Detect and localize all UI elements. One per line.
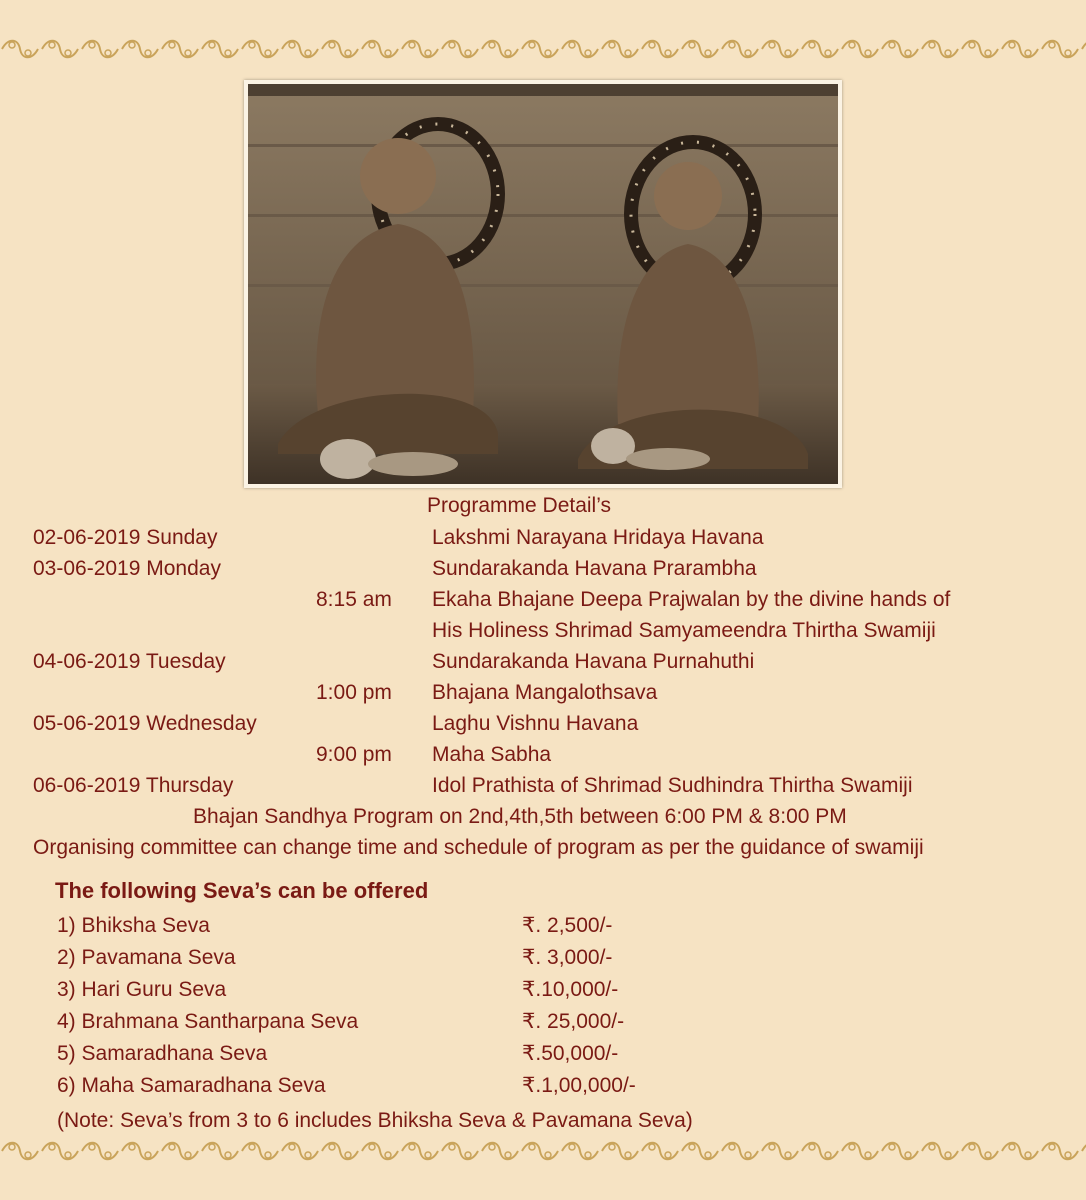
seva-name: 4) Brahmana Santharpana Seva: [57, 1010, 359, 1033]
bottom-ornamental-border: [0, 1138, 1086, 1164]
swamiji-photograph: [244, 80, 842, 488]
seva-amount: ₹. 3,000/-: [522, 946, 613, 969]
seva-name: 3) Hari Guru Seva: [57, 978, 227, 1001]
schedule-date: 06-06-2019 Thursday: [33, 774, 234, 797]
schedule-time: 1:00 pm: [316, 681, 392, 704]
seva-amount: ₹. 2,500/-: [522, 914, 613, 937]
schedule-event: Sundarakanda Havana Purnahuthi: [432, 650, 755, 673]
schedule-date: 03-06-2019 Monday: [33, 557, 221, 580]
seva-amount: ₹.10,000/-: [522, 978, 619, 1001]
committee-note: Organising committee can change time and schedule of program as per the guidance of swamiji: [33, 836, 924, 859]
schedule-time: 9:00 pm: [316, 743, 392, 766]
schedule-event: Idol Prathista of Shrimad Sudhindra Thirtha Swamiji: [432, 774, 913, 797]
schedule-date: 02-06-2019 Sunday: [33, 526, 218, 549]
schedule-event: Lakshmi Narayana Hridaya Havana: [432, 526, 764, 549]
programme-heading: Programme Detail’s: [427, 494, 612, 517]
seva-name: 1) Bhiksha Seva: [57, 914, 210, 937]
seva-heading: The following Seva’s can be offered: [55, 878, 429, 903]
photo-image: [248, 84, 838, 484]
seva-name: 6) Maha Samaradhana Seva: [57, 1074, 326, 1097]
schedule-event: Sundarakanda Havana Prarambha: [432, 557, 757, 580]
schedule-event: Ekaha Bhajane Deepa Prajwalan by the divine hands of: [432, 588, 951, 611]
seva-note: (Note: Seva’s from 3 to 6 includes Bhiksha Seva & Pavamana Seva): [57, 1109, 693, 1132]
top-ornamental-border: [0, 36, 1086, 62]
seva-name: 2) Pavamana Seva: [57, 946, 236, 969]
seva-name: 5) Samaradhana Seva: [57, 1042, 268, 1065]
schedule-event: Maha Sabha: [432, 743, 552, 766]
schedule-date: 05-06-2019 Wednesday: [33, 712, 257, 735]
schedule-event: Bhajana Mangalothsava: [432, 681, 658, 704]
schedule-time: 8:15 am: [316, 588, 392, 611]
schedule-date: 04-06-2019 Tuesday: [33, 650, 226, 673]
schedule-event: His Holiness Shrimad Samyameendra Thirtha Swamiji: [432, 619, 936, 642]
seva-amount: ₹. 25,000/-: [522, 1010, 625, 1033]
schedule-event: Laghu Vishnu Havana: [432, 712, 639, 735]
seva-amount: ₹.50,000/-: [522, 1042, 619, 1065]
bhajan-note: Bhajan Sandhya Program on 2nd,4th,5th between 6:00 PM & 8:00 PM: [193, 805, 847, 828]
seva-amount: ₹.1,00,000/-: [522, 1074, 636, 1097]
